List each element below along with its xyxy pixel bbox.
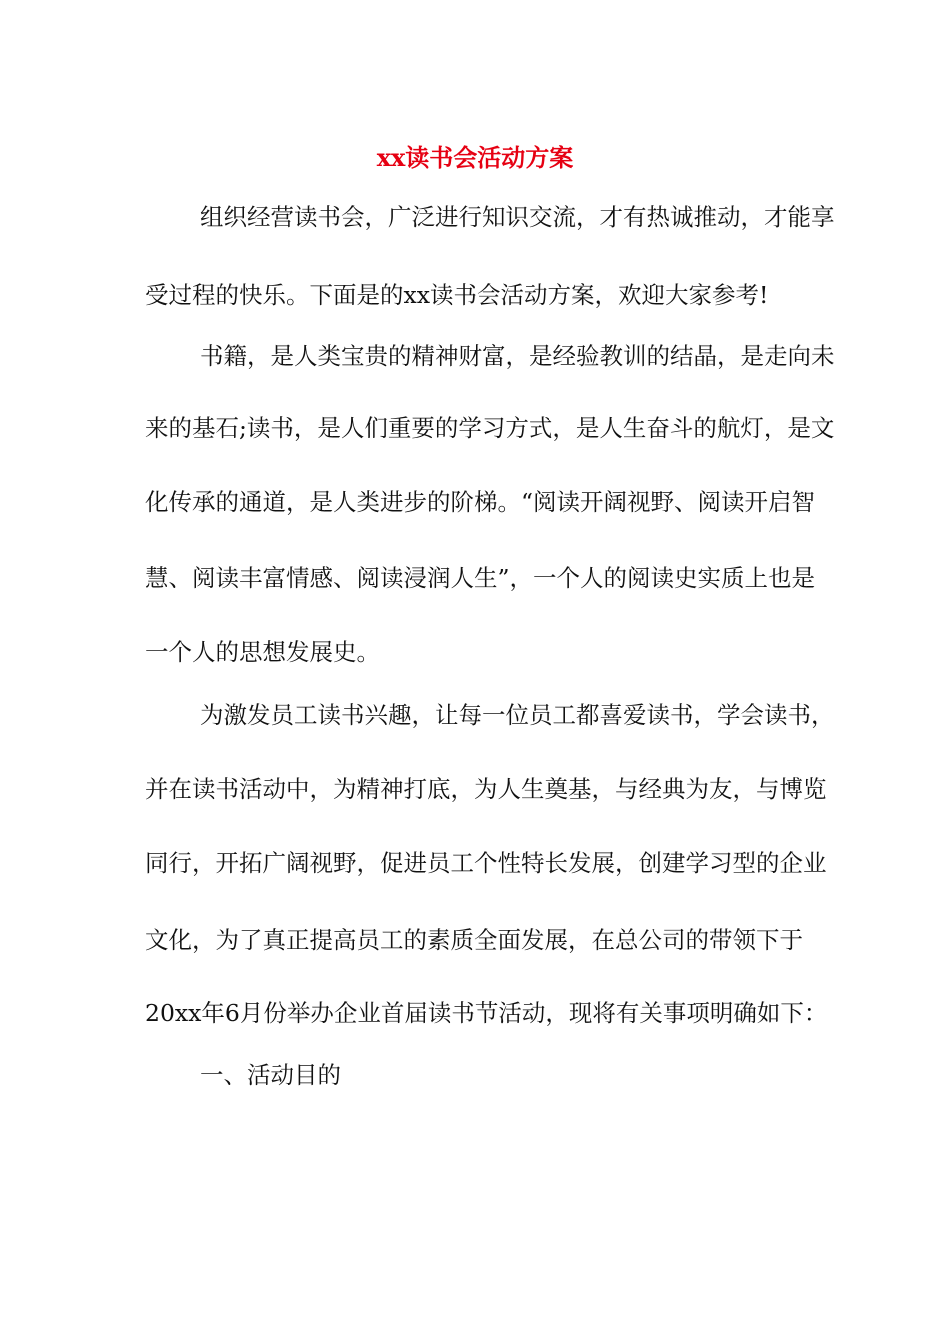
paragraph-line: 为激发员工读书兴趣，让每一位员工都喜爱读书，学会读书， [200,701,835,729]
paragraph-line: 并在读书活动中，为精神打底，为人生奠基，与经典为友，与博览 [145,775,827,803]
paragraph-line: 化传承的通道，是人类进步的阶梯。“阅读开阔视野、阅读开启智 [145,488,816,516]
paragraph-line: 一个人的思想发展史。 [145,638,380,666]
paragraph-line: 同行，开拓广阔视野，促进员工个性特长发展，创建学习型的企业 [145,849,827,877]
paragraph-line: 受过程的快乐。下面是的xx读书会活动方案，欢迎大家参考! [145,281,769,309]
paragraph-line: 书籍，是人类宝贵的精神财富，是经验教训的结晶，是走向未 [200,342,835,370]
document-title: xx读书会活动方案 [376,143,574,172]
paragraph-line: 组织经营读书会，广泛进行知识交流，才有热诚推动，才能享 [200,203,835,231]
paragraph-line: 文化，为了真正提高员工的素质全面发展，在总公司的带领下于 [145,926,803,954]
section-heading: 一、活动目的 [200,1061,341,1089]
paragraph-line: 20xx年6月份举办企业首届读书节活动，现将有关事项明确如下： [145,999,828,1027]
paragraph-line: 慧、阅读丰富情感、阅读浸润人生”，一个人的阅读史实质上也是 [145,564,816,592]
paragraph-line: 来的基石;读书，是人们重要的学习方式，是人生奋斗的航灯，是文 [145,414,835,442]
